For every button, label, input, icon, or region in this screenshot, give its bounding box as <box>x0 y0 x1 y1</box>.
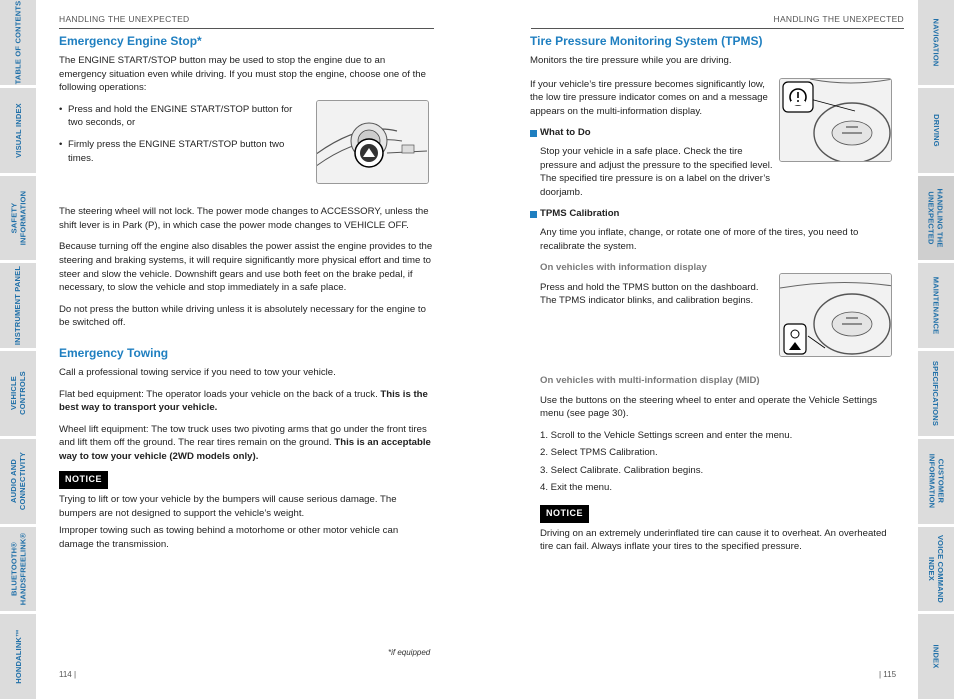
tab-customer-information[interactable] <box>918 439 954 524</box>
running-header-left: HANDLING THE UNEXPECTED <box>59 14 434 29</box>
calibration-step: 1. Scroll to the Vehicle Settings screen and enter the menu. <box>540 429 793 441</box>
tab-bluetooth-handsfreelink[interactable] <box>0 527 36 612</box>
engine-stop-bullet: • Press and hold the ENGINE START/STOP button for two seconds, or <box>59 103 299 130</box>
tab-label: HONDALINK™ <box>13 629 23 684</box>
tab-label: AUDIO AND CONNECTIVITY <box>9 452 27 511</box>
tab-label: INDEX <box>931 644 941 669</box>
emergency-towing-title: Emergency Towing <box>59 345 169 360</box>
tab-label: INSTRUMENT PANEL <box>13 265 23 346</box>
tab-label: VOICE COMMAND INDEX <box>927 534 945 603</box>
engine-stop-bullet: • Firmly press the ENGINE START/STOP button two times. <box>59 138 299 165</box>
towing-wheel-lift <box>59 423 435 464</box>
tab-audio-connectivity[interactable] <box>0 439 36 524</box>
tab-label: VISUAL INDEX <box>13 102 23 158</box>
towing-flatbed <box>59 388 435 415</box>
notice-badge: NOTICE <box>540 505 589 523</box>
tab-safety-information[interactable] <box>0 176 36 261</box>
running-header-right: HANDLING THE UNEXPECTED <box>531 14 904 29</box>
towing-flatbed-bold: This is the best way to transport your vehicle. <box>59 388 428 414</box>
mid-text: Use the buttons on the steering wheel to enter and operate the Vehicle Settings menu (see page 30). <box>540 394 878 420</box>
towing-wheel-lift-text: Wheel lift equipment: The tow truck uses two pivoting arms that go under the front tires and lift them off the ground. The rear tires remain on the ground. <box>59 423 427 449</box>
tpms-calibration-heading <box>530 207 896 221</box>
tab-label: MAINTENANCE <box>931 276 941 335</box>
tpms-indicator-illustration <box>779 78 892 162</box>
tab-maintenance[interactable] <box>918 263 954 348</box>
tab-label: BLUETOOTH® HANDSFREELINK® <box>9 532 27 606</box>
tpms-intro: Monitors the tire pressure while you are driving. <box>530 55 732 66</box>
info-display-heading: On vehicles with information display <box>540 262 707 274</box>
tab-visual-index[interactable] <box>0 88 36 173</box>
tab-instrument-panel[interactable] <box>0 263 36 348</box>
emergency-engine-stop-title: Emergency Engine Stop* <box>59 34 202 48</box>
engine-stop-intro: The ENGINE START/STOP button may be used to stop the engine due to an emergency situation even while driving. If you must stop the engine, choose one of the following operations: <box>59 55 426 94</box>
tab-voice-command-index[interactable] <box>918 527 954 612</box>
tab-handling-the-unexpected[interactable] <box>918 176 954 261</box>
tab-driving[interactable] <box>918 88 954 173</box>
tpms-title: Tire Pressure Monitoring System (TPMS) <box>530 34 763 48</box>
section-square-icon <box>530 211 537 218</box>
what-to-do-text: Stop your vehicle in a safe place. Check the tire pressure and adjust the pressure to the specified level. The specified tire pressure is on a label on the driver’s doorjamb. <box>540 145 773 198</box>
what-to-do-label: What to Do <box>540 127 591 139</box>
towing-wheel-lift-bold: This is an acceptable way to tow your vehicle (2WD models only). <box>59 437 431 462</box>
page-number-left: 114 | <box>59 670 77 679</box>
tpms-paragraph: If your vehicle’s tire pressure becomes significantly low, the low tire pressure indicator comes on and a message appears on the multi-information display. <box>530 78 768 117</box>
tab-label: HANDLING THE UNEXPECTED <box>927 188 946 248</box>
engine-stop-bullets <box>59 103 299 165</box>
tab-navigation[interactable] <box>918 0 954 85</box>
notice-text: Improper towing such as towing behind a motorhome or other motor vehicle can damage the transmission. <box>59 525 399 550</box>
tab-label: TABLE OF CONTENTS <box>13 0 23 85</box>
tab-index[interactable] <box>918 614 954 699</box>
towing-flatbed-text: Flat bed equipment: The operator loads your vehicle on the back of a truck. <box>59 388 381 400</box>
tab-label: SAFETY INFORMATION <box>9 190 27 246</box>
steering-wheel-illustration <box>317 101 429 184</box>
tab-hondalink[interactable] <box>0 614 36 699</box>
calibration-step: 4. Exit the menu. <box>540 482 612 494</box>
tab-label: NAVIGATION <box>931 18 941 67</box>
tab-label: SPECIFICATIONS <box>931 360 941 426</box>
engine-stop-paragraph: The steering wheel will not lock. The power mode changes to ACCESSORY, unless the shift lever is in Park (P), in which case the power mode changes to VEHICLE OFF. <box>59 206 429 231</box>
tab-table-of-contents[interactable] <box>0 0 36 85</box>
engine-stop-paragraph: Because turning off the engine also disables the power assist the engine provides to the steering and braking systems, it will require significantly more physical effort and time to steer and slow the vehicle. Downshift gears and use both feet on the brake pedal, if necessary, to slow the vehicle and stop immediately in a safe place. <box>59 241 433 294</box>
dashboard-button-illustration <box>780 274 892 357</box>
left-section-tabs <box>0 0 36 699</box>
tab-vehicle-controls[interactable] <box>0 351 36 436</box>
calibration-steps <box>530 429 896 495</box>
tab-label: CUSTOMER INFORMATION <box>927 453 945 509</box>
tab-label: DRIVING <box>931 113 941 147</box>
tpms-button-illustration <box>779 273 892 357</box>
dashboard-illustration <box>780 79 892 162</box>
mid-heading: On vehicles with multi-information display (MID) <box>540 374 760 386</box>
footnote: *if equipped <box>388 648 431 657</box>
section-square-icon <box>530 130 537 137</box>
tab-label: VEHICLE CONTROLS <box>9 371 27 416</box>
calibration-step: 2. Select TPMS Calibration. <box>540 447 658 459</box>
engine-stop-warning: Do not press the button while driving unless it is absolutely necessary for the engine to be switched off. <box>59 303 426 329</box>
calibration-step: 3. Select Calibrate. Calibration begins. <box>540 464 704 476</box>
notice-text: Driving on an extremely underinflated tire can cause it to overheat. An overheated tire can fail. Always inflate your tires to the specified pressure. <box>540 527 887 553</box>
tpms-calibration-label: TPMS Calibration <box>540 208 620 220</box>
tpms-calibration-text: Any time you inflate, change, or rotate one of more of the tires, you need to recalibrate the system. <box>540 226 859 252</box>
towing-paragraph: Call a professional towing service if you need to tow your vehicle. <box>59 366 336 378</box>
notice-badge: NOTICE <box>59 471 108 489</box>
tab-specifications[interactable] <box>918 351 954 436</box>
info-display-text: Press and hold the TPMS button on the dashboard. The TPMS indicator blinks, and calibration begins. <box>540 281 759 307</box>
right-section-tabs <box>918 0 954 699</box>
page-number-right: | 115 <box>879 670 897 679</box>
notice-text: Trying to lift or tow your vehicle by the bumpers will cause serious damage. The bumpers are not designed to support the vehicle’s weight. <box>59 494 397 519</box>
engine-start-stop-illustration <box>316 100 429 184</box>
